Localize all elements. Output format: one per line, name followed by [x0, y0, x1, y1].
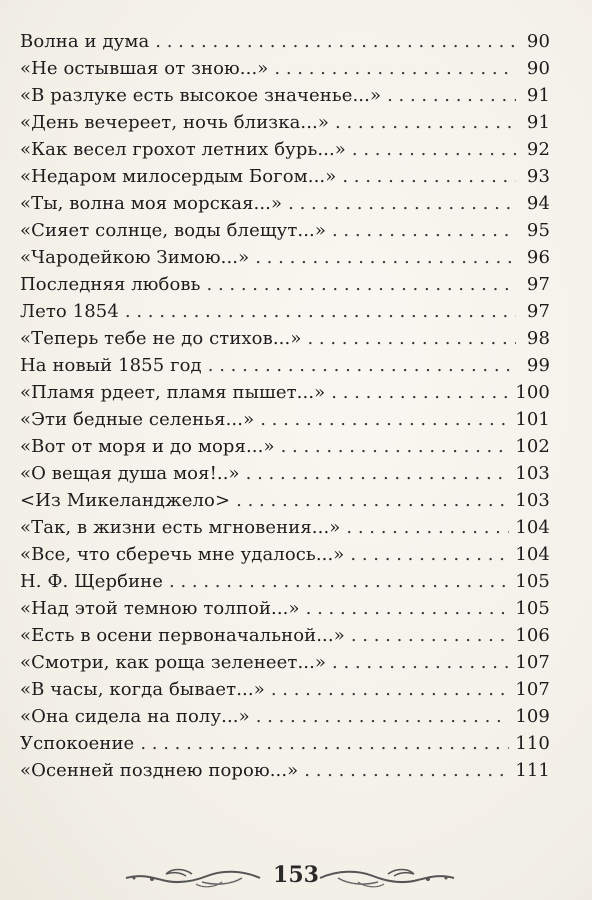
toc-entry [20, 220, 550, 247]
page-number: 153 [273, 862, 319, 888]
toc-leader-dots [288, 193, 516, 214]
toc-entry-page: 100 [515, 382, 550, 403]
toc-entry-title: Н. Ф. Щербине [20, 571, 164, 592]
toc-leader-dots [346, 517, 509, 538]
toc-entry-title: «О вещая душа моя!..» [20, 463, 240, 484]
toc-entry-title: «Недаром милосердым Богом...» [20, 166, 337, 187]
toc-entry-title: «Теперь тебе не до стихов...» [20, 328, 302, 349]
toc-entry [20, 31, 550, 58]
toc-leader-dots [125, 301, 516, 322]
toc-entry-title: «Она сидела на полу...» [20, 706, 250, 727]
toc-entry-title: Последняя любовь [20, 274, 201, 295]
page-footer [0, 858, 592, 898]
toc-entry-page: 91 [526, 112, 550, 133]
toc-entry-title: Волна и дума [20, 31, 150, 52]
toc-entry [20, 436, 550, 463]
toc-entry-page: 104 [515, 544, 550, 565]
toc-entry [20, 112, 550, 139]
toc-leader-dots [274, 58, 516, 79]
toc-entry-title: На новый 1855 год [20, 355, 202, 376]
toc-entry-page: 103 [515, 463, 550, 484]
toc-entry-title: «День вечереет, ночь близка...» [20, 112, 329, 133]
toc-leader-dots [304, 760, 509, 781]
toc-leader-dots [351, 625, 510, 646]
toc-leader-dots [169, 571, 509, 592]
toc-entry-page: 106 [515, 625, 550, 646]
toc-entry-page: 91 [526, 85, 550, 106]
toc-entry-page: 105 [515, 571, 550, 592]
toc-entry-title: Лето 1854 [20, 301, 119, 322]
toc-leader-dots [281, 436, 510, 457]
toc-entry [20, 193, 550, 220]
toc-entry-page: 90 [526, 58, 550, 79]
toc-entry [20, 166, 550, 193]
toc-entry-title: Успокоение [20, 733, 135, 754]
toc-leader-dots [260, 409, 509, 430]
toc-entry-page: 101 [515, 409, 550, 430]
toc-entry [20, 247, 550, 274]
toc-entry-title: «В разлуке есть высокое значенье...» [20, 85, 382, 106]
toc-entry-page: 94 [526, 193, 550, 214]
toc-entry-page: 97 [526, 301, 550, 322]
toc-leader-dots [352, 139, 516, 160]
toc-entry-title: «Все, что сберечь мне удалось...» [20, 544, 345, 565]
toc-leader-dots [342, 166, 516, 187]
toc-entry [20, 58, 550, 85]
toc-entry [20, 652, 550, 679]
toc-leader-dots [140, 733, 509, 754]
toc-entry [20, 517, 550, 544]
toc-entry [20, 463, 550, 490]
toc-leader-dots [350, 544, 509, 565]
toc-entry-title: «Сияет солнце, воды блещут...» [20, 220, 326, 241]
toc-entry-page: 99 [526, 355, 550, 376]
toc-entry [20, 733, 550, 760]
toc-entry [20, 301, 550, 328]
toc-entry-page: 96 [526, 247, 550, 268]
toc-leader-dots [236, 490, 509, 511]
toc-entry-title: «Над этой темною толпой...» [20, 598, 300, 619]
toc-entry-title: «Не остывшая от зною...» [20, 58, 269, 79]
toc-entry-page: 110 [515, 733, 550, 754]
toc-leader-dots [331, 382, 509, 403]
toc-entry [20, 490, 550, 517]
toc-entry [20, 328, 550, 355]
toc-entry-page: 92 [526, 139, 550, 160]
toc-leader-dots [207, 274, 516, 295]
toc-entry-page: 90 [526, 31, 550, 52]
toc-leader-dots [271, 679, 510, 700]
toc-entry-page: 109 [515, 706, 550, 727]
toc-entry-page: 93 [526, 166, 550, 187]
toc-entry [20, 679, 550, 706]
toc-entry [20, 139, 550, 166]
toc-leader-dots [208, 355, 516, 376]
toc-entry [20, 355, 550, 382]
toc-entry-page: 111 [515, 760, 550, 781]
toc-entry [20, 544, 550, 571]
toc-leader-dots [155, 31, 516, 52]
toc-leader-dots [306, 598, 510, 619]
toc-entry-title: «Эти бедные селенья...» [20, 409, 255, 430]
toc-entry-title: «Ты, волна моя морская...» [20, 193, 283, 214]
toc-entry-title: «Осенней позднею порою...» [20, 760, 299, 781]
toc-entry-title: «Есть в осени первоначальной...» [20, 625, 345, 646]
toc-entry-page: 105 [515, 598, 550, 619]
toc-entry-page: 97 [526, 274, 550, 295]
toc-entry-page: 98 [526, 328, 550, 349]
left-ornament-icon [122, 866, 262, 890]
toc-entry [20, 706, 550, 733]
toc-entry-page: 103 [515, 490, 550, 511]
right-ornament-icon [318, 866, 458, 890]
toc-entry-page: 104 [515, 517, 550, 538]
toc-entry [20, 598, 550, 625]
toc-entry-title: «Как весел грохот летних бурь...» [20, 139, 346, 160]
toc-leader-dots [332, 652, 509, 673]
toc-leader-dots [255, 247, 516, 268]
table-of-contents [20, 31, 550, 787]
toc-entry [20, 85, 550, 112]
toc-leader-dots [387, 85, 516, 106]
toc-leader-dots [246, 463, 510, 484]
toc-entry-title: «Вот от моря и до моря...» [20, 436, 275, 457]
toc-entry [20, 274, 550, 301]
toc-entry-page: 107 [515, 679, 550, 700]
toc-entry-page: 107 [515, 652, 550, 673]
toc-entry [20, 571, 550, 598]
toc-entry-page: 95 [526, 220, 550, 241]
toc-entry-title: <Из Микеланджело> [20, 490, 231, 511]
toc-entry [20, 760, 550, 787]
toc-leader-dots [307, 328, 516, 349]
toc-leader-dots [256, 706, 510, 727]
toc-entry-title: «В часы, когда бывает...» [20, 679, 265, 700]
toc-entry [20, 625, 550, 652]
toc-entry-title: «Так, в жизни есть мгновения...» [20, 517, 341, 538]
toc-entry [20, 409, 550, 436]
toc-leader-dots [335, 112, 516, 133]
toc-entry [20, 382, 550, 409]
toc-entry-title: «Чародейкою Зимою...» [20, 247, 250, 268]
toc-entry-title: «Смотри, как роща зеленеет...» [20, 652, 327, 673]
toc-entry-title: «Пламя рдеет, пламя пышет...» [20, 382, 326, 403]
toc-entry-page: 102 [515, 436, 550, 457]
toc-leader-dots [332, 220, 516, 241]
